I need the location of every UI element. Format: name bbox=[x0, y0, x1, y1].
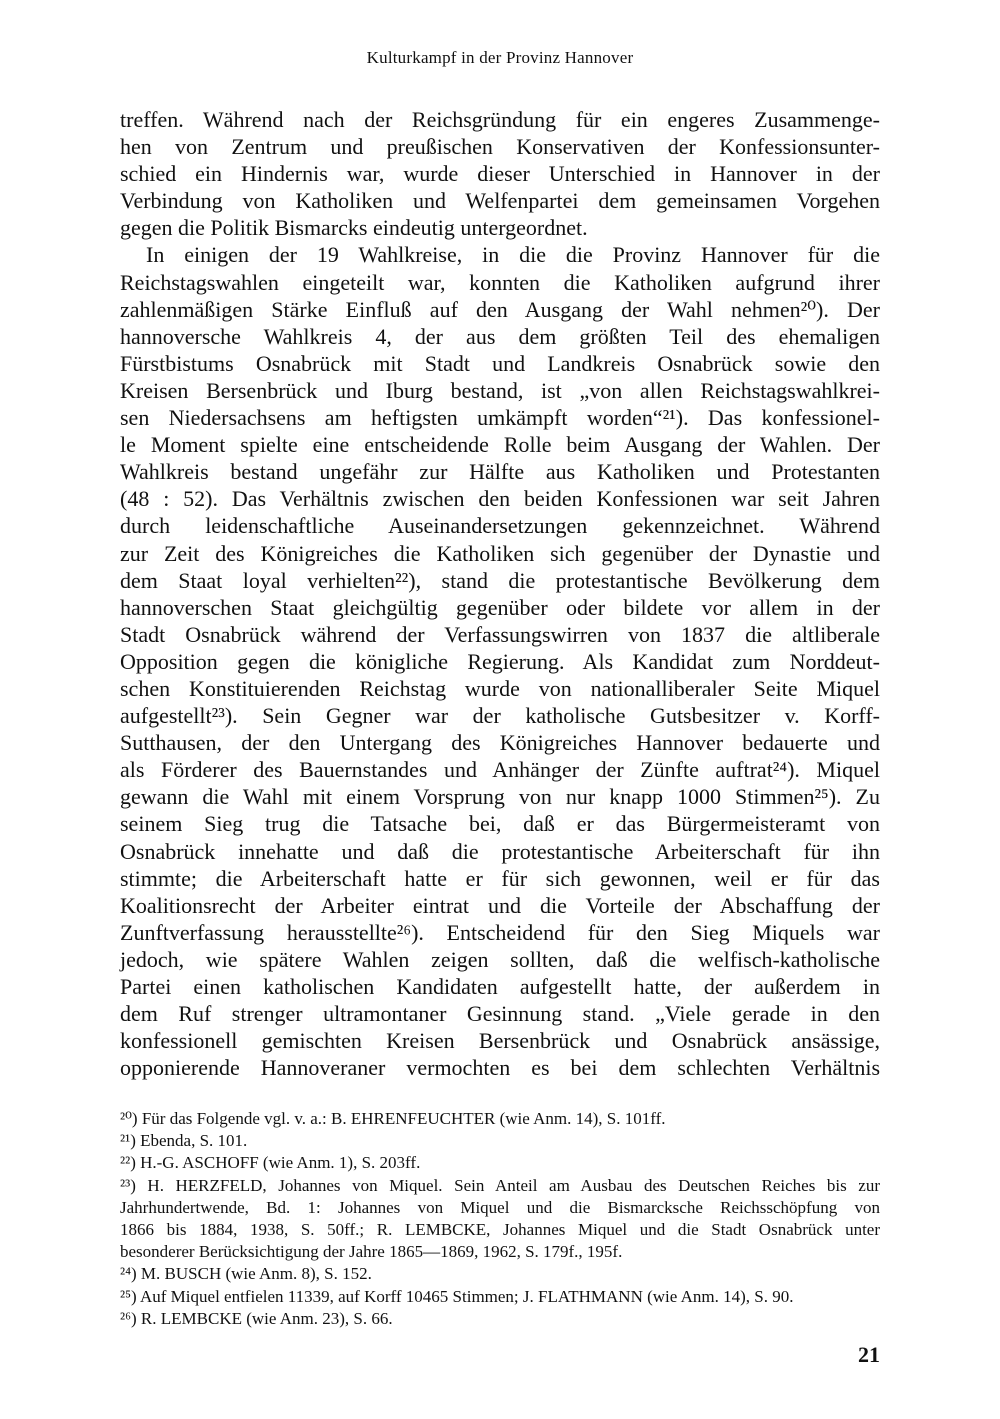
footnote-line: 1866 bis 1884, 1938, S. 50ff.; R. LEMBCKE, Johannes Miquel und die Stadt Osnabrück unter bbox=[120, 1219, 880, 1239]
footnote-line: ²⁴) M. BUSCH (wie Anm. 8), S. 152. bbox=[120, 1264, 372, 1284]
body-line: le Moment spielte eine entscheidende Rolle beim Ausgang der Wahlen. Der bbox=[120, 432, 880, 458]
body-line: Partei einen katholischen Kandidaten aufgestellt hatte, der außerdem in bbox=[120, 974, 880, 999]
footnote-line: ²¹) Ebenda, S. 101. bbox=[120, 1131, 248, 1151]
footnote-line: ²²) H.-G. ASCHOFF (wie Anm. 1), S. 203ff. bbox=[120, 1153, 421, 1173]
body-line: stimmte; die Arbeiterschaft hatte er für sich gewonnen, weil er für das bbox=[120, 865, 880, 891]
footnote-line: Jahrhundertwende, Bd. 1: Johannes von Miquel und die Bismarcksche Reichsschöpfung von bbox=[120, 1197, 880, 1217]
footnote-line: besonderer Berücksichtigung der Jahre 1865—1869, 1962, S. 179f., 195f. bbox=[120, 1242, 623, 1262]
body-line: als Förderer des Bauernstandes und Anhänger der Zünfte auftrat²⁴). Miquel bbox=[120, 757, 880, 783]
body-line: Reichstagswahlen eingeteilt war, konnten die Katholiken aufgrund ihrer bbox=[120, 269, 880, 295]
body-line: Kreisen Bersenbrück und Iburg bestand, ist „von allen Reichstagswahlkrei- bbox=[120, 377, 880, 403]
body-line: treffen. Während nach der Reichsgründung für ein engeres Zusammenge- bbox=[120, 107, 880, 132]
body-line: schen Konstituierenden Reichstag wurde von nationalliberaler Seite Miquel bbox=[120, 675, 880, 701]
body-line: Stadt Osnabrück während der Verfassungswirren von 1837 die altliberale bbox=[120, 621, 880, 647]
body-line: jedoch, wie spätere Wahlen zeigen sollten, daß die welfisch-katholische bbox=[120, 946, 880, 972]
body-line: gegen die Politik Bismarcks eindeutig untergeordnet. bbox=[120, 215, 588, 241]
body-line: hannoversche Wahlkreis 4, der aus dem größten Teil des ehemaligen bbox=[120, 323, 880, 349]
footnote-line: ²⁶) R. LEMBCKE (wie Anm. 23), S. 66. bbox=[120, 1308, 393, 1328]
body-line: In einigen der 19 Wahlkreise, in die die Provinz Hannover für die bbox=[146, 242, 880, 268]
body-line: seinem Sieg trug die Tatsache bei, daß er das Bürgermeisteramt von bbox=[120, 811, 880, 837]
body-line: opponierende Hannoveraner vermochten es bei dem schlechten Verhältnis bbox=[120, 1055, 880, 1081]
body-line: Osnabrück innehatte und daß die protestantische Arbeiterschaft für ihn bbox=[120, 838, 880, 864]
footnote-line: ²³) H. HERZFELD, Johannes von Miquel. Sein Anteil am Ausbau des Deutschen Reiches bis zur bbox=[120, 1175, 880, 1195]
body-line: sen Niedersachsens am heftigsten umkämpft worden“²¹). Das konfessionel- bbox=[120, 405, 880, 431]
body-line: zahlenmäßigen Stärke Einfluß auf den Ausgang der Wahl nehmen²⁰). Der bbox=[120, 296, 880, 322]
running-title: Kulturkampf in der Provinz Hannover bbox=[366, 48, 634, 67]
body-line: Verbindung von Katholiken und Welfenpartei dem gemeinsamen Vorgehen bbox=[120, 188, 880, 214]
body-line: dem Staat loyal verhielten²²), stand die protestantische Bevölkerung dem bbox=[120, 567, 880, 593]
body-line: aufgestellt²³). Sein Gegner war der katholische Gutsbesitzer v. Korff- bbox=[120, 703, 880, 729]
body-line: Wahlkreis bestand ungefähr zur Hälfte aus Katholiken und Protestanten bbox=[120, 459, 880, 485]
body-line: durch leidenschaftliche Auseinandersetzungen gekennzeichnet. Während bbox=[120, 513, 880, 539]
body-line: dem Ruf strenger ultramontaner Gesinnung stand. „Viele gerade in den bbox=[120, 1001, 880, 1027]
body-text bbox=[120, 106, 880, 1081]
body-line: Fürstbistums Osnabrück mit Stadt und Landkreis Osnabrück sowie den bbox=[120, 350, 880, 376]
body-line: hen von Zentrum und preußischen Konservativen der Konfessionsunter- bbox=[120, 134, 880, 160]
body-line: zur Zeit des Königreiches die Katholiken sich gegenüber der Dynastie und bbox=[120, 540, 880, 566]
body-line: schied ein Hindernis war, wurde dieser Unterschied in Hannover in der bbox=[120, 161, 880, 187]
footnote-line: ²⁰) Für das Folgende vgl. v. a.: B. EHRENFEUCHTER (wie Anm. 14), S. 101ff. bbox=[120, 1109, 666, 1128]
body-line: Sutthausen, der den Untergang des Königreiches Hannover bedauerte und bbox=[120, 730, 880, 756]
body-line: Koalitionsrecht der Arbeiter eintrat und die Vorteile der Abschaffung der bbox=[120, 892, 880, 918]
body-line: konfessionell gemischten Kreisen Bersenbrück und Osnabrück ansässige, bbox=[120, 1028, 880, 1054]
body-line: (48 : 52). Das Verhältnis zwischen den beiden Konfessionen war seit Jahren bbox=[120, 486, 880, 512]
footnotes bbox=[120, 1108, 880, 1330]
footnote-line: ²⁵) Auf Miquel entfielen 11339, auf Korff 10465 Stimmen; J. FLATHMANN (wie Anm. 14), S. 90. bbox=[120, 1286, 794, 1306]
body-line: hannoverschen Staat gleichgültig gegenüber oder bildete vor allem in der bbox=[120, 594, 880, 620]
body-line: Zunftverfassung herausstellte²⁶). Entscheidend für den Sieg Miquels war bbox=[120, 919, 880, 945]
body-line: Opposition gegen die königliche Regierung. Als Kandidat zum Norddeut- bbox=[120, 648, 880, 674]
body-line: gewann die Wahl mit einem Vorsprung von nur knapp 1000 Stimmen²⁵). Zu bbox=[120, 784, 880, 810]
page-number: 21 bbox=[858, 1342, 880, 1367]
